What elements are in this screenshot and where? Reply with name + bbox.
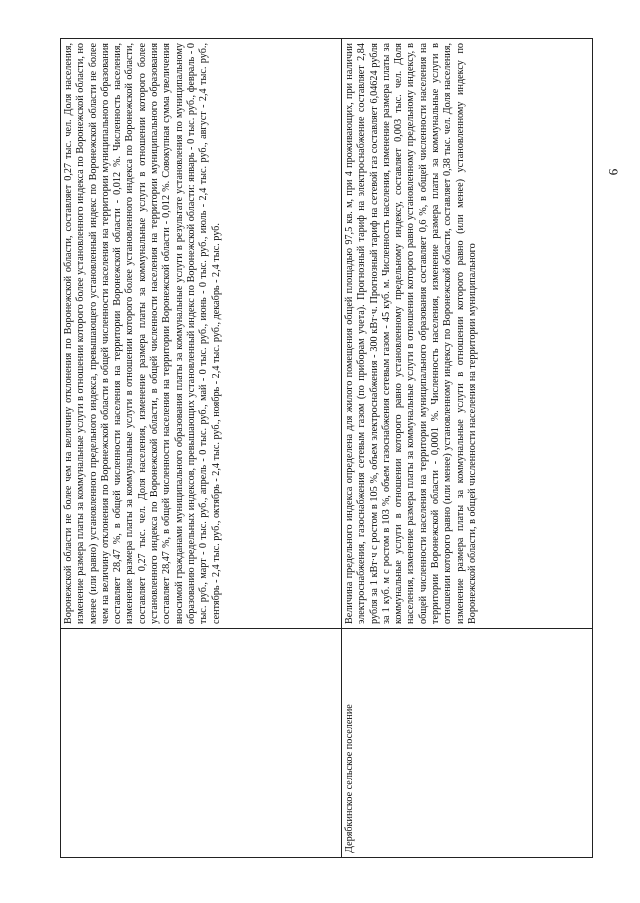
description-text: Воронежской области не более чем на величину отклонения по Воронежской области, составляет 0,27 тыс. чел. Доля населения, изменение размера платы за коммунальные услуги в отношении которого более установленного индекса по Воронежской области, но менее (или равно) установленного предельного индекса, превышающего установленный индекс по Воронежской области не более чем на величину отклонения по Воронежской области в общей численности населения на территории муниципального образования составляет 28,47 %, в общей численности населения на территории Воронежской области - 0,012 %. Численность населения, изменение размера платы за коммунальные услуги в отношении которого более установленного индекса по Воронежской области, составляет 0,27 тыс. чел. Доля населения, изменение размера платы за коммунальные услуги в отношении которого более установленного индекса по Воронежской области, в общей численности населения на территории муниципального образования составляет 28,47 %, в общей численности населения на территории Воронежской области - 0,012 %. Совокупная сумма увеличения вносимой гражданами муниципального образования платы за коммунальные услуги в результате установления по муниципальному образованию предельных индексов, превышающих установленный индекс по Воронежской области: январь - 0 тыс. руб., февраль - 0 тыс. руб., март - 0 тыс. руб., апрель - 0 тыс. руб., май - 0 тыс. руб., июнь - 0 тыс. руб., июль - 2,4 тыс. руб., август - 2,4 тыс. руб., сентябрь - 2,4 тыс. руб., октябрь - 2,4 тыс. руб., ноябрь - 2,4 тыс. руб., декабрь - 2,4 тыс. руб. [63,43,222,624]
municipality-name-cell [61,629,342,858]
municipality-name-cell [342,629,593,858]
document-table [60,38,593,858]
page-number: 9 [606,168,621,176]
rotated-table-wrapper [60,38,590,858]
description-cell [61,39,342,629]
municipality-name: Дерябкинское сельское поселение [344,704,355,853]
table-row [61,39,342,858]
description-text: Величина предельного индекса определена для жилого помещения общей площадью 97,5 кв. м, при 4 проживающих, при наличии электроснабжения, газоснабжения сетевым газом (по приборам учета). Прогнозный тариф на электроснабжение составляет 2,84 рубля за 1 кВт·ч с ростом в 105 %, объем электроснабжения - 300 кВт·ч. Прогнозный тариф на сетевой газ составляет 6,04624 рубля за 1 куб. м с ростом в 103 %, объем газоснабжения сетевым газом - 45 куб. м. Численность населения, изменение размера платы за коммунальные услуги в отношении которого равно установленному предельному индексу, составляет 0,003 тыс. чел. Доля населения, изменение размера платы за коммунальные услуги в отношении которого равно установленному предельному индексу, в общей численности населения на территории муниципального образования составляет 0,6 %, в общей численности населения на территории Воронежской области - 0,0001 %. Численность населения, изменение размера платы за коммунальные услуги в отношении которого равно (или менее) установленному индексу по Воронежской области, составляет 0,38 тыс. чел. Доля населения, изменение размера платы за коммунальные услуги в отношении которого равно (или менее) установленному индексу по Воронежской области, в общей численности населения на территории муниципального [344,43,478,624]
description-cell [342,39,593,629]
table-row [342,39,593,858]
